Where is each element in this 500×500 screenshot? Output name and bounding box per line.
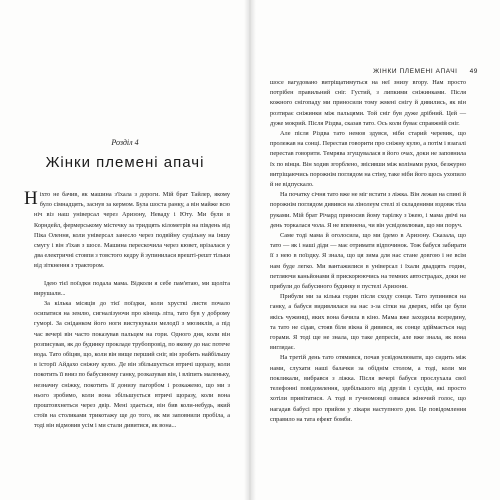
opening-paragraph-text: іхто не бачив, як машина з'їхала з дороги. Мій брат Тайлер, якому було сімнадцять, заснув за кермом. Була шоста ранку, а він майже всю ніч віз наш універсал через Аризону, Неваду і Юту. Ми були в Корндейл, фермерському містечку за тридцять кілометрів на південь від Піка Олення, коли універсал занесло через подвійну суцільну на іншу смугу і він з'їхав з шосе. Машина перескочила через кювет, врізалася у два електричні стовпи з товстого кедру й зупинилася врешті-решт тільки від зіткнення з трактором. <box>34 191 231 270</box>
body-paragraph: Але після Різдва тато немов здувся, ніби старий черевик, що пролежав на сонці. Перестав говорити про сніжну кулю, а потім і взагалі перестав говорити. Темрява згущувалася в його очах, доки не заповнила їх по вінця. Він ходив згорблено, звісивши між колінами руки, безжурно витріщаючись порожнім поглядом на стіну, таке ніби його щось ухопило й не відпускало. <box>270 130 467 189</box>
book-gutter-shadow <box>244 0 256 500</box>
page-number: 49 <box>469 68 478 75</box>
body-paragraph: За кілька місяців до тієї поїздки, коли хрусткі листя почало осипатися на землю, сигналізуючи про кінець літа, тато був у доброму гуморі. За сніданком його ноги вистукували мелодії з мюзиклів, а під час вечері він часто показував пальцем на гори. Одного дня, коли він розписував, як до будинку прокладе трубопровід, по якому до нас потече вода. Тато обіцяв, що, коли він вище перший сніг, він зробить найбільшу в історії Айдахо сніжну кулю. Де він збільшується втричі щоразу, коли покотить її вниз по бабусиному ганку, розказував він, і вліпить маленьку, незначну сніжку, покотить її донизу пагорбом і розкажемо, що ми з нього зробимо, коли вона збільшується втричі щоразу, коли вона проштовхнеться через двір. Мені здається, він бив коли-небудь, який стоїв на столиками трикотажу ще до того, як ми заповнили пробіла, а тоді він відмовив усім і ми стали дивитися, як вона... <box>34 300 230 430</box>
chapter-label: Розділ 4 <box>111 138 139 147</box>
right-body-text <box>270 78 466 425</box>
chapter-title: Жінки племені апачі <box>45 154 205 171</box>
body-paragraph: Саме тоді мама й оголосила, що ми їдемо в Аризону. Сказала, що тато — як і наші діди — має отримати відпочинок. Тож бабуся забирати її з нею в поїздку. Я знала, що ця зима для нас стане довгою і не всім нам буде легко. Ми вантажилися в універсал і їхали двадцять годин, петляючи каньйонами й прискорюючись на темних автострадах, доки не прибули до бабусиного будинку в пустелі Аризони. <box>270 232 466 291</box>
body-paragraph: На початку січня тато вже не міг встати з ліжка. Він лежав на спині й порожнім поглядом дивився на лінолеум стелі зі складеними вздовж тіла руками. Мій брат Річард приносив йому тарілку з їжею, і мама двічі на день торкалася чола. Я не впевнена, чи він усвідомлював, що ми поруч. <box>270 191 466 229</box>
opening-paragraph <box>24 188 231 272</box>
running-header <box>373 68 478 75</box>
body-paragraph: Прибули ми за кілька годин після сходу сонця. Тато зупинився на ганку, а бабуся видивлялася на нас з-за сітки на дверях, ніби це були якісь чужинці, яких вона бачила в кіно. Мама вже заходила всередину, та тато не сідав, стояв біля вікна й дивився, як сонце здіймається над горами. Я тоді ще не знала, що таке депресія, але вже знала, як вона виглядає. <box>270 293 466 352</box>
drop-cap: Н <box>24 188 38 209</box>
body-paragraph: шосе вагудовано витріщатимуться на неї знизу вгору. Нам просто потрібен правильний сніг. Густий, з липкими сніжинками. Після кожного снігопаду ми приносили тому жмені снігу й дивились, як він розтирає сніжинки між пальцями. Той сніг був дуже дрібний. Цей — дуже мокрий. Після Різдва, сказав тато. Ось коли буває справжній сніг. <box>270 79 466 127</box>
running-header-title: ЖІНКИ ПЛЕМЕНІ АПАЧІ <box>373 68 458 75</box>
body-paragraph: Ідею тієї поїздки подала мама. Відколи я себе пам'ятаю, ми щоліта вирушали... <box>34 279 230 297</box>
left-body-text <box>24 188 231 432</box>
right-page <box>250 0 500 500</box>
body-paragraph: На третій день тато отямився, почав усвідомлювати, що сидить між нами, слухати наші балачки за обіднім столом, а тоді, коли ми покликали, вибрався з ліжка. Після вечері бабуся прослухала свої телефонні повідомлення, здебільшого від друзів і сусідів, які просто хотіли привітатися. А тоді в гучномовці озвався жіночий голос, що нагадав бабусі про прийом у лікаря наступного дня. Це повідомлення справило на тата ефект бомби. <box>270 354 466 423</box>
